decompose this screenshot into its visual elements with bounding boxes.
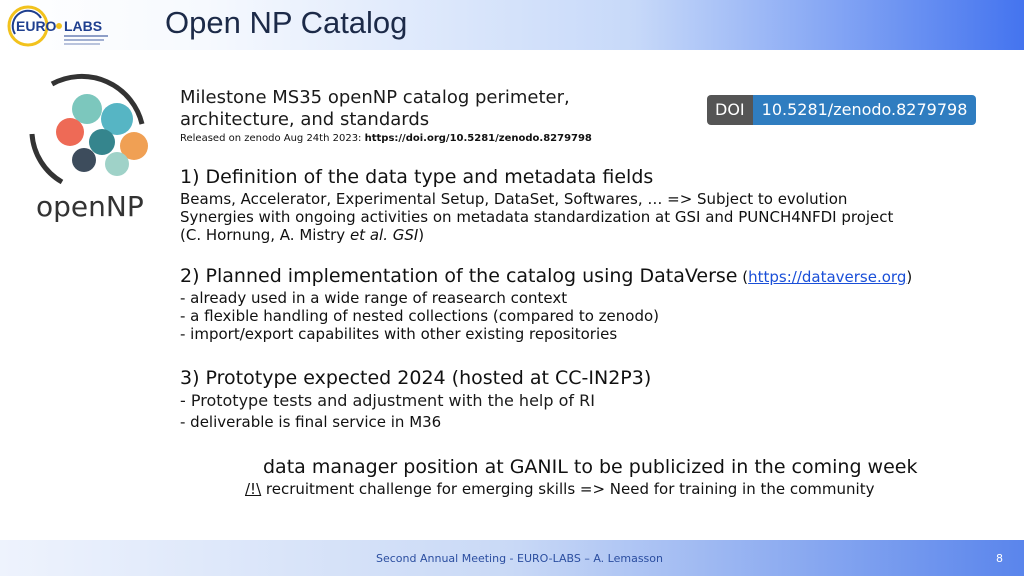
svg-text:LABS: LABS — [64, 18, 103, 34]
footer-text: Second Annual Meeting - EURO-LABS – A. Lemasson — [376, 552, 663, 565]
section2-line: - a flexible handling of nested collections (compared to zenodo) — [180, 307, 659, 325]
svg-text:openNP: openNP — [36, 190, 144, 223]
credit-italic: et al. GSI — [349, 226, 419, 244]
section1-heading: 1) Definition of the data type and metadata fields — [180, 166, 654, 188]
opennp-logo — [22, 64, 162, 226]
section3-line: - deliverable is final service in M36 — [180, 413, 442, 431]
section3-line: - Prototype tests and adjustment with the help of RI — [180, 391, 595, 410]
page-title: Open NP Catalog — [165, 5, 408, 40]
announcement-text: recruitment challenge for emerging skills => Need for training in the community — [261, 480, 875, 498]
section2-heading: 2) Planned implementation of the catalog using DataVerse — [180, 265, 738, 287]
section1-line: Synergies with ongoing activities on metadata standardization at GSI and PUNCH4NFDI project — [180, 208, 894, 226]
release-link[interactable]: https://doi.org/10.5281/zenodo.8279798 — [364, 133, 592, 144]
doi-label: DOI — [707, 95, 753, 125]
milestone-release — [180, 133, 592, 144]
euro-labs-logo — [6, 4, 118, 48]
doi-value: 10.5281/zenodo.8279798 — [753, 95, 977, 125]
milestone-line1: Milestone MS35 openNP catalog perimeter, — [180, 87, 570, 108]
section3-heading: 3) Prototype expected 2024 (hosted at CC-IN2P3) — [180, 367, 652, 389]
milestone-line2: architecture, and standards — [180, 109, 430, 130]
release-prefix: Released on zenodo Aug 24th 2023: — [180, 133, 365, 144]
page-number: 8 — [996, 552, 1003, 565]
credit-suffix: ) — [418, 226, 425, 244]
header-bar — [0, 0, 1024, 50]
section2-heading-row — [180, 265, 912, 287]
svg-text:EURO: EURO — [16, 18, 57, 34]
section2-line: - import/export capabilites with other existing repositories — [180, 325, 618, 343]
link-close: ) — [906, 268, 913, 286]
section2-line: - already used in a wide range of reasearch context — [180, 289, 568, 307]
doi-badge[interactable] — [707, 95, 976, 125]
section1-line: Beams, Accelerator, Experimental Setup, DataSet, Softwares, … => Subject to evolution — [180, 190, 848, 208]
dataverse-link[interactable]: https://dataverse.org — [748, 268, 907, 286]
link-open: ( — [737, 268, 749, 286]
announcement-line1: data manager position at GANIL to be publicized in the coming week — [263, 456, 918, 478]
section1-credit — [180, 226, 424, 244]
warning-icon: /!\ — [245, 480, 262, 498]
announcement-line2 — [245, 480, 874, 498]
credit-prefix: (C. Hornung, A. Mistry — [180, 226, 350, 244]
